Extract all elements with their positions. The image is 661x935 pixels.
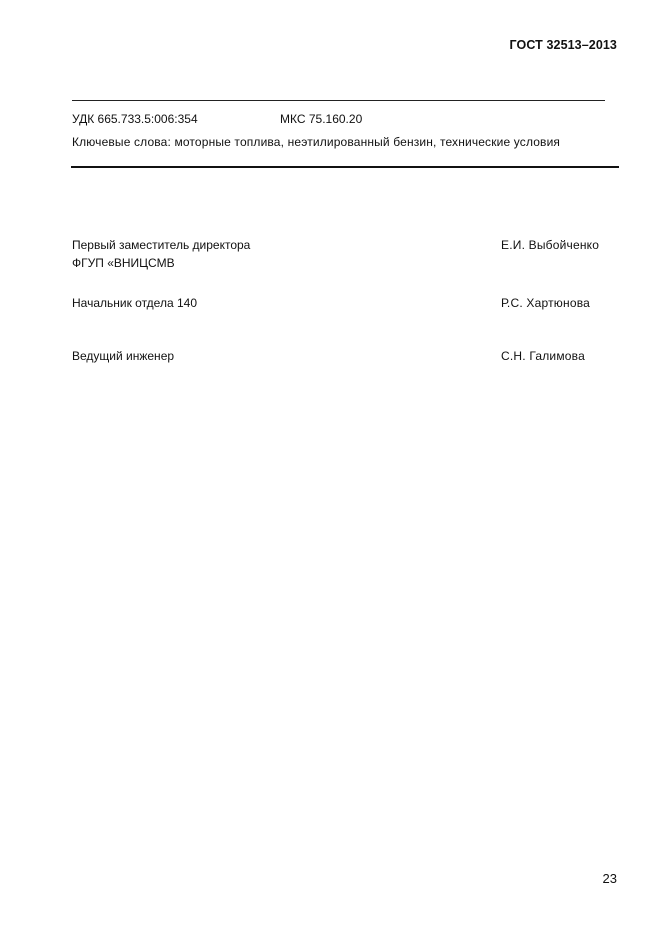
signatory-organization: ФГУП «ВНИЦСМВ bbox=[72, 256, 175, 270]
page-number: 23 bbox=[602, 871, 617, 886]
signatory-role-line: Первый заместитель директора bbox=[72, 238, 251, 252]
signatory-name: С.Н. Галимова bbox=[501, 349, 585, 363]
signatory-role: Ведущий инженер bbox=[72, 349, 175, 363]
signatory-name: Р.С. Хартюнова bbox=[501, 296, 591, 310]
mks-code: МКС 75.160.20 bbox=[280, 112, 363, 126]
bottom-divider bbox=[71, 166, 619, 168]
keywords-line: Ключевые слова: моторные топлива, неэтилированный бензин, технические условия bbox=[72, 135, 561, 149]
document-standard-code: ГОСТ 32513–2013 bbox=[509, 38, 617, 52]
classification-codes bbox=[72, 112, 362, 126]
signatory-role bbox=[72, 236, 250, 272]
signatory-name: Е.И. Выбойченко bbox=[501, 238, 600, 252]
top-divider bbox=[72, 100, 605, 101]
signatory-role: Начальник отдела 140 bbox=[72, 296, 197, 310]
udk-code: УДК 665.733.5:006:354 bbox=[72, 112, 198, 126]
